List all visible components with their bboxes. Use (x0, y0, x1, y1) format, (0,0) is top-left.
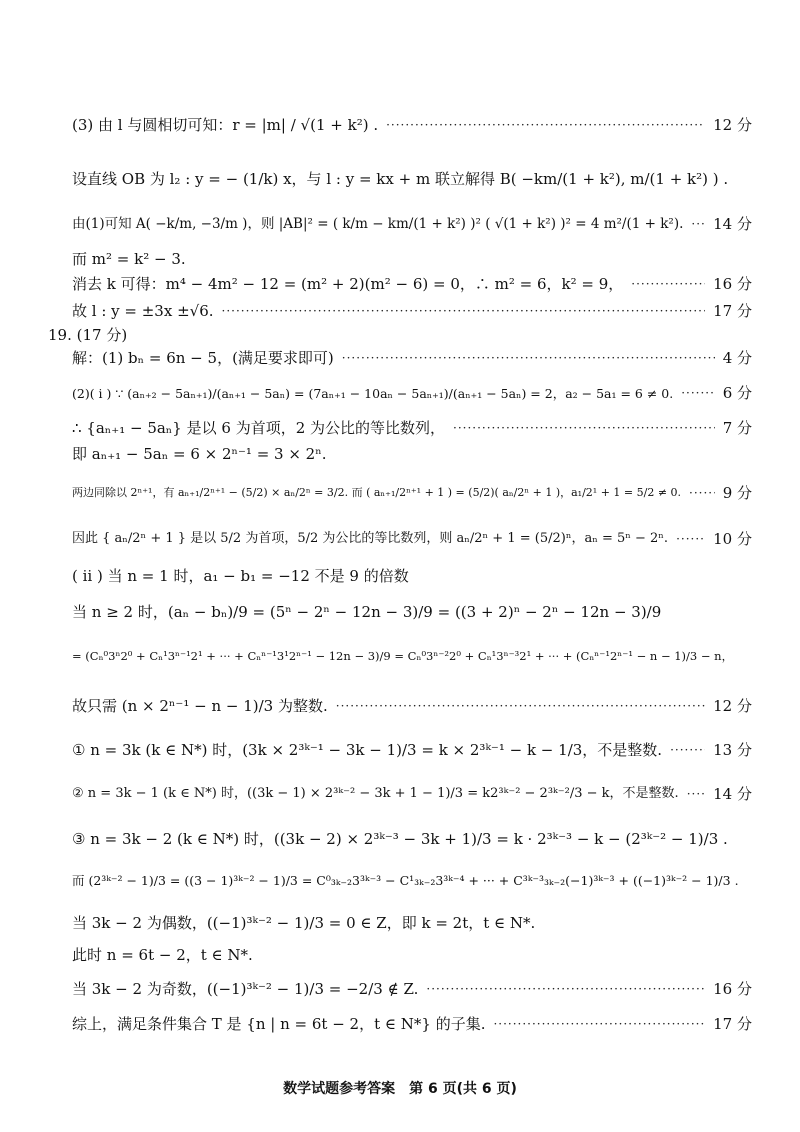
text-line (72, 914, 752, 932)
score-label: 14 分 (713, 215, 752, 233)
question-heading (48, 326, 752, 344)
line-text: 此时 n = 6t − 2，t ∈ N*. (72, 946, 253, 964)
line-text: 故 l : y = ±3x ±√6. (72, 302, 214, 320)
dot-leader (426, 982, 705, 996)
dot-leader (342, 351, 715, 365)
score-label: 17 分 (713, 1015, 752, 1033)
dot-leader (691, 217, 705, 231)
text-line (72, 384, 752, 402)
line-text: 解：(1) bₙ = 6n − 5，(满足要求即可) (72, 349, 334, 367)
dot-leader (386, 118, 705, 132)
text-line (72, 785, 752, 803)
dot-leader (222, 304, 706, 318)
text-line (72, 946, 752, 964)
text-line (72, 116, 752, 134)
line-text: ① n = 3k (k ∈ N*) 时，(3k × 2³ᵏ⁻¹ − 3k − 1)/3 = k × 2³ᵏ⁻¹ − k − 1/3，不是整数. (72, 741, 663, 759)
text-line (72, 830, 752, 848)
score-label: 10 分 (713, 530, 752, 548)
line-text: 综上，满足条件集合 T 是 {n | n = 6t − 2，t ∈ N*} 的子集. (72, 1015, 486, 1033)
dot-leader (670, 743, 705, 757)
dot-leader (336, 699, 705, 713)
line-text: 当 3k − 2 为奇数，((−1)³ᵏ⁻² − 1)/3 = −2/3 ∉ Z. (72, 980, 419, 998)
line-text: = (Cₙ⁰3ⁿ2⁰ + Cₙ¹3ⁿ⁻¹2¹ + ··· + Cₙⁿ⁻¹3¹2ⁿ⁻¹ − 12n − 3)/9 = Cₙ⁰3ⁿ⁻²2⁰ + Cₙ¹3ⁿ⁻³2¹ + ··· + (Cₙⁿ⁻¹2ⁿ⁻¹ − n − 1)/3 − n， (72, 649, 734, 663)
line-text: 而 (2³ᵏ⁻² − 1)/3 = ((3 − 1)³ᵏ⁻² − 1)/3 = C⁰₃ₖ₋₂3³ᵏ⁻³ − C¹₃ₖ₋₂3³ᵏ⁻⁴ + ··· + C³ᵏ⁻³₃ₖ₋₂(−1)³ᵏ⁻³ + ((−1)³ᵏ⁻² − 1)/3 . (72, 873, 739, 888)
line-text: 当 n ≥ 2 时，(aₙ − bₙ)/9 = (5ⁿ − 2ⁿ − 12n − 3)/9 = ((3 + 2)ⁿ − 2ⁿ − 12n − 3)/9 (72, 603, 662, 621)
text-line (72, 1015, 752, 1033)
text-line (72, 697, 752, 715)
text-line (72, 530, 752, 548)
text-line (72, 170, 752, 188)
line-text: 由(1)可知 A( −k/m, −3/m )，则 |AB|² = ( k/m − km/(1 + k²) )² ( √(1 + k²) )² = 4 m²/(1 + k²). (72, 215, 684, 232)
dot-leader (493, 1017, 705, 1031)
text-line (72, 275, 752, 293)
text-line (72, 980, 752, 998)
line-text: ( ⅱ ) 当 n = 1 时，a₁ − b₁ = −12 不是 9 的倍数 (72, 567, 409, 585)
line-text: ② n = 3k − 1 (k ∈ N*) 时，((3k − 1) × 2³ᵏ⁻² − 3k + 1 − 1)/3 = k2³ᵏ⁻² − 2³ᵏ⁻²/3 − k，不是整数. (72, 786, 679, 802)
score-label: 12 分 (713, 116, 752, 134)
line-text: ③ n = 3k − 2 (k ∈ N*) 时，((3k − 2) × 2³ᵏ⁻³ − 3k + 1)/3 = k · 2³ᵏ⁻³ − k − (2³ᵏ⁻² − 1)/3 . (72, 830, 728, 848)
line-text: ∴ {aₙ₊₁ − 5aₙ} 是以 6 为首项，2 为公比的等比数列， (72, 419, 446, 437)
score-label: 12 分 (713, 697, 752, 715)
text-line (72, 741, 752, 759)
score-label: 4 分 (722, 349, 752, 367)
score-label: 17 分 (713, 302, 752, 320)
line-text: (3) 由 l 与圆相切可知：r = |m| / √(1 + k²) . (72, 116, 379, 134)
text-line (72, 445, 752, 463)
line-text: 19. (17 分) (48, 326, 128, 344)
line-text: 两边同除以 2ⁿ⁺¹，有 aₙ₊₁/2ⁿ⁺¹ − (5/2) × aₙ/2ⁿ = 3/2. 而 ( aₙ₊₁/2ⁿ⁺¹ + 1 ) = (5/2)( aₙ/2ⁿ + 1 )，a₁/2¹ + 1 = 5/2 ≠ 0. (72, 486, 682, 500)
text-line (72, 215, 752, 233)
score-label: 7 分 (722, 419, 752, 437)
line-text: 设直线 OB 为 l₂ : y = − (1/k) x，与 l : y = kx + m 联立解得 B( −km/(1 + k²), m/(1 + k²) ) . (72, 170, 729, 188)
line-text: 消去 k 可得：m⁴ − 4m² − 12 = (m² + 2)(m² − 6) = 0，∴ m² = 6，k² = 9， (72, 275, 624, 293)
dot-leader (631, 277, 705, 291)
score-label: 9 分 (722, 484, 752, 502)
dot-leader (681, 386, 714, 400)
text-line (72, 603, 752, 621)
text-line (72, 650, 752, 664)
score-label: 13 分 (713, 741, 752, 759)
line-text: 当 3k − 2 为偶数，((−1)³ᵏ⁻² − 1)/3 = 0 ∈ Z，即 k = 2t，t ∈ N*. (72, 914, 536, 932)
dot-leader (676, 532, 705, 546)
text-line (72, 250, 752, 268)
text-line (72, 873, 752, 888)
score-label: 16 分 (713, 980, 752, 998)
line-text: 而 m² = k² − 3. (72, 250, 186, 268)
line-text: 即 aₙ₊₁ − 5aₙ = 6 × 2ⁿ⁻¹ = 3 × 2ⁿ. (72, 445, 327, 463)
line-text: 因此 { aₙ/2ⁿ + 1 } 是以 5/2 为首项，5/2 为公比的等比数列，则 aₙ/2ⁿ + 1 = (5/2)ⁿ，aₙ = 5ⁿ − 2ⁿ. (72, 531, 669, 547)
text-line (72, 567, 752, 585)
dot-leader (689, 486, 715, 500)
score-label: 14 分 (713, 785, 752, 803)
line-text: (2)( ⅰ ) ∵ (aₙ₊₂ − 5aₙ₊₁)/(aₙ₊₁ − 5aₙ) = (7aₙ₊₁ − 10aₙ − 5aₙ₊₁)/(aₙ₊₁ − 5aₙ) = 2，a₂ − 5a₁ = 6 ≠ 0. (72, 385, 674, 401)
score-label: 6 分 (722, 384, 752, 402)
text-line (72, 484, 752, 502)
text-line (72, 302, 752, 320)
dot-leader (687, 787, 705, 801)
page-footer: 数学试题参考答案 第 6 页(共 6 页) (283, 1081, 517, 1097)
dot-leader (453, 421, 715, 435)
text-line (72, 419, 752, 437)
score-label: 16 分 (713, 275, 752, 293)
line-text: 故只需 (n × 2ⁿ⁻¹ − n − 1)/3 为整数. (72, 697, 328, 715)
text-line (72, 349, 752, 367)
